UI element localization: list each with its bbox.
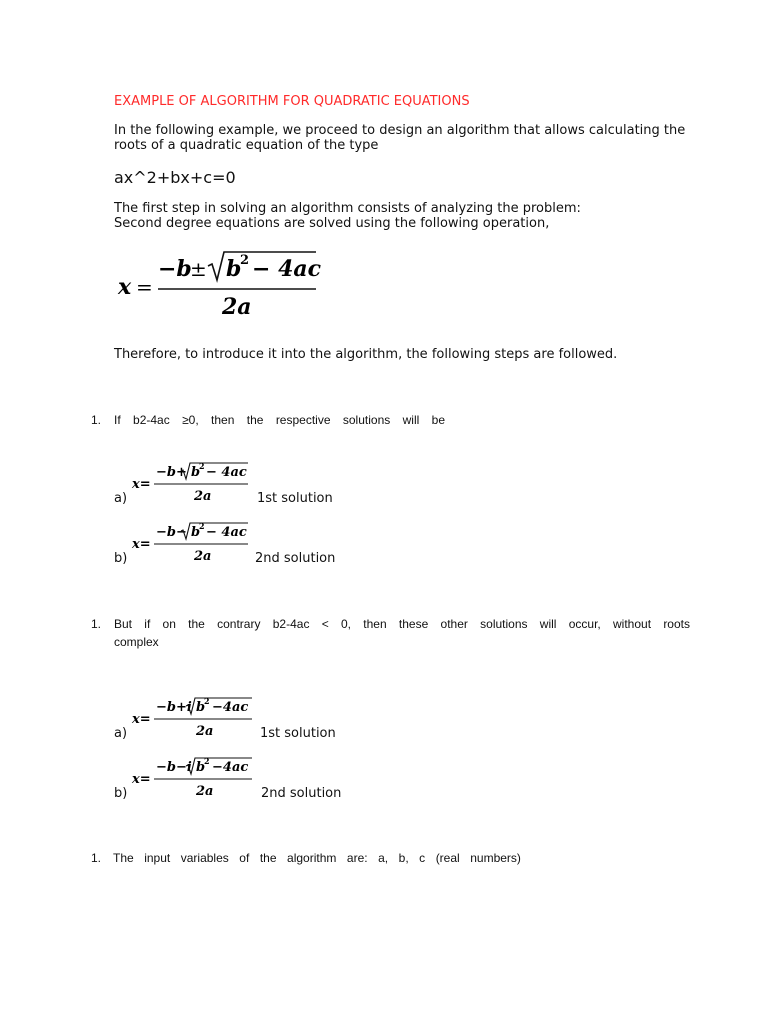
formula-neg-b: −b xyxy=(158,256,192,282)
formula-denominator: 2a xyxy=(222,294,252,320)
formula-rest: −4ac xyxy=(212,760,249,775)
step2-a-caption: 1st solution xyxy=(260,726,336,741)
step3-word: c xyxy=(419,851,426,865)
step1-text xyxy=(114,413,445,427)
formula-denominator: 2a xyxy=(196,724,214,739)
formula-eq: = xyxy=(136,275,153,299)
formula-numerator-start: −b+ xyxy=(156,465,187,480)
step3-word: The xyxy=(113,851,134,865)
formula-rest: −4ac xyxy=(212,700,249,715)
formula-lhs: x xyxy=(118,274,132,300)
formula-denominator: 2a xyxy=(194,489,212,504)
document-title: EXAMPLE OF ALGORITHM FOR QUADRATIC EQUATIONS xyxy=(114,94,470,109)
step2-word: 0, xyxy=(341,617,352,631)
formula-sq: 2 xyxy=(204,696,210,706)
formula-b: b xyxy=(191,465,201,480)
formula-numerator-start: −b+i xyxy=(156,700,192,715)
step2-word: these xyxy=(398,617,429,631)
formula-lhs: x= xyxy=(132,772,151,787)
intro-line-2: roots of a quadratic equation of the type xyxy=(114,138,379,153)
step2-word: without xyxy=(613,617,652,631)
step1-word: will xyxy=(402,413,420,427)
formula-b: b xyxy=(196,760,206,775)
analysis-line-2: Second degree equations are solved using the following operation, xyxy=(114,216,550,231)
step1-formula-b-graphic xyxy=(130,520,252,564)
step2-word: b2-4ac xyxy=(272,617,310,631)
step3-word: a, xyxy=(378,851,389,865)
step2-formula-a-graphic xyxy=(130,695,256,739)
step3-word: the xyxy=(259,851,277,865)
step1-formula-b xyxy=(130,520,252,564)
step2-line-2: complex xyxy=(114,635,159,649)
step2-word: contrary xyxy=(217,617,261,631)
step3-word: input xyxy=(144,851,171,865)
step2-text xyxy=(114,617,690,631)
step1-word: b2-4ac xyxy=(133,413,170,427)
step1-word: the xyxy=(246,413,264,427)
formula-denominator: 2a xyxy=(194,549,212,564)
step3-word: algorithm xyxy=(287,851,337,865)
step2-b-label: b) xyxy=(114,786,128,801)
intro-line-1: In the following example, we proceed to design an algorithm that allows calculating the xyxy=(114,123,686,138)
formula-lhs: x= xyxy=(132,537,151,552)
step1-number: 1. xyxy=(91,413,102,427)
step1-b-label: b) xyxy=(114,551,128,566)
step2-word: < xyxy=(321,617,329,631)
formula-rest: − 4ac xyxy=(206,525,247,540)
step1-a-caption: 1st solution xyxy=(257,491,333,506)
step2-formula-b xyxy=(130,755,256,799)
formula-denominator: 2a xyxy=(196,784,214,799)
step2-word: then xyxy=(363,617,387,631)
step3-text xyxy=(113,851,521,865)
step2-formula-a xyxy=(130,695,256,739)
quadratic-formula xyxy=(114,246,334,322)
formula-rest: − 4ac xyxy=(206,465,247,480)
formula-sq: 2 xyxy=(204,756,210,766)
step1-formula-a xyxy=(130,460,252,504)
step2-word: But xyxy=(114,617,133,631)
step2-number: 1. xyxy=(91,617,102,631)
step2-word: if xyxy=(144,617,151,631)
step2-word: will xyxy=(539,617,557,631)
formula-sq: 2 xyxy=(240,253,250,268)
step1-word: respective xyxy=(275,413,331,427)
step2-a-label: a) xyxy=(114,726,128,741)
step1-word: then xyxy=(211,413,235,427)
therefore-text: Therefore, to introduce it into the algorithm, the following steps are followed. xyxy=(114,347,618,362)
step3-word: (real xyxy=(435,851,460,865)
formula-b: b xyxy=(196,700,206,715)
quadratic-formula-graphic xyxy=(114,246,334,322)
formula-lhs: x= xyxy=(132,712,151,727)
step2-word: occur, xyxy=(568,617,601,631)
formula-pm: ± xyxy=(190,257,207,281)
step1-word: solutions xyxy=(342,413,391,427)
step1-word: If xyxy=(114,413,121,427)
step1-formula-a-graphic xyxy=(130,460,252,504)
step2-word: solutions xyxy=(480,617,528,631)
step1-b-caption: 2nd solution xyxy=(255,551,336,566)
formula-b: b xyxy=(191,525,201,540)
step3-word: numbers) xyxy=(470,851,521,865)
step2-word: the xyxy=(188,617,205,631)
step3-number: 1. xyxy=(91,851,102,865)
step1-a-label: a) xyxy=(114,491,128,506)
formula-lhs: x= xyxy=(132,477,151,492)
step1-word: be xyxy=(431,413,445,427)
step3-word: b, xyxy=(398,851,409,865)
step3-word: of xyxy=(239,851,250,865)
formula-b: b xyxy=(226,256,242,282)
step2-formula-b-graphic xyxy=(130,755,256,799)
step1-word: ≥0, xyxy=(182,413,199,427)
step2-word: on xyxy=(162,617,176,631)
formula-numerator-start: −b−i xyxy=(156,760,192,775)
formula-numerator-start: −b− xyxy=(156,525,187,540)
quadratic-equation: ax^2+bx+c=0 xyxy=(114,168,236,187)
step2-word: roots xyxy=(663,617,690,631)
analysis-line-1: The first step in solving an algorithm consists of analyzing the problem: xyxy=(114,201,581,216)
step2-b-caption: 2nd solution xyxy=(261,786,342,801)
step3-word: variables xyxy=(180,851,229,865)
formula-sq: 2 xyxy=(199,461,205,471)
step3-word: are: xyxy=(346,851,368,865)
formula-sq: 2 xyxy=(199,521,205,531)
step2-word: other xyxy=(440,617,468,631)
formula-minus4ac: − 4ac xyxy=(252,256,322,282)
